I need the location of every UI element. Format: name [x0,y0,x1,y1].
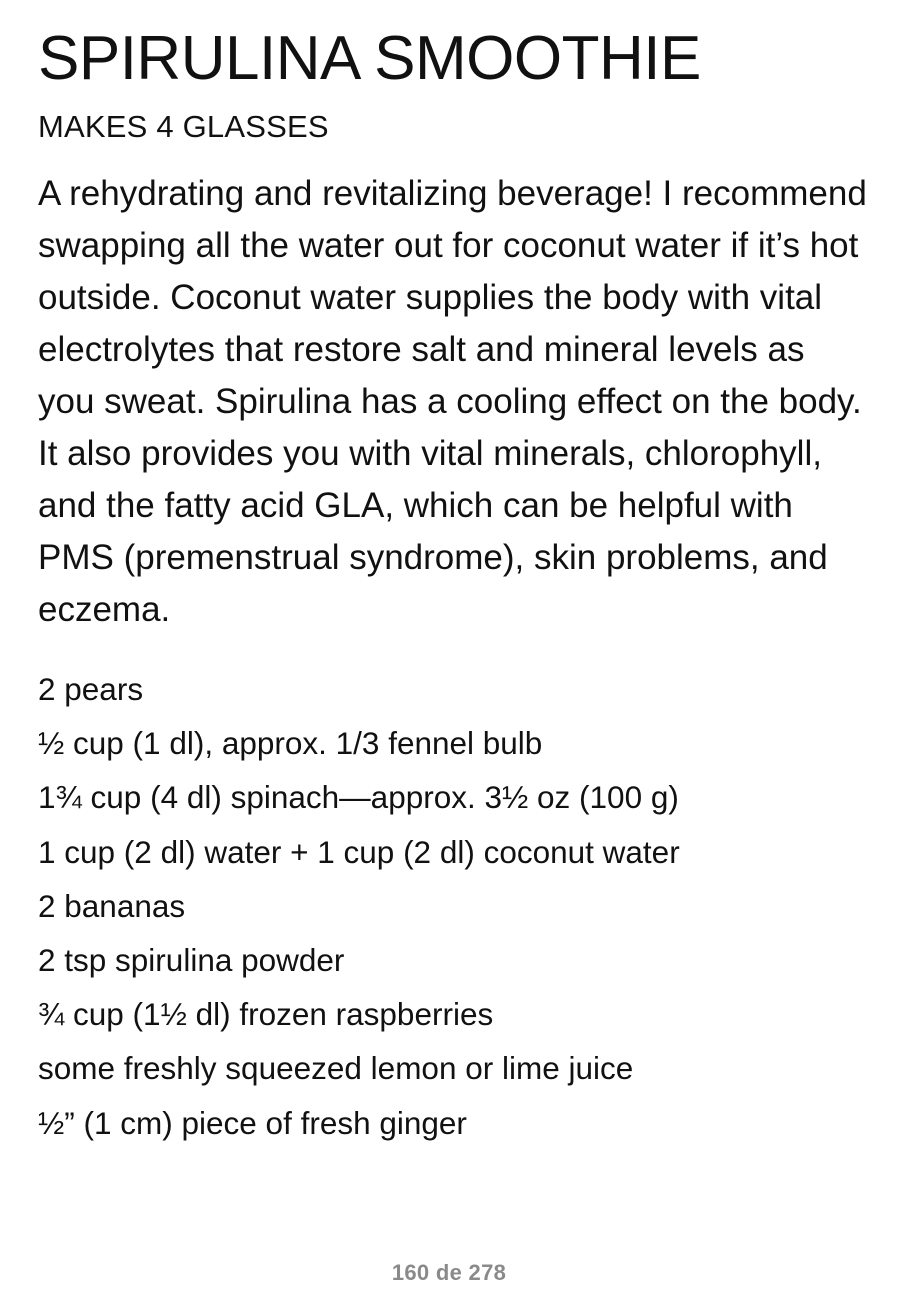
recipe-yield: MAKES 4 GLASSES [38,109,329,144]
ingredient-item: 1 cup (2 dl) water + 1 cup (2 dl) coconut water [38,833,680,870]
ingredient-item: 2 bananas [38,887,186,924]
recipe-description: A rehydrating and revitalizing beverage! I recommend swapping all the water out for coconut water if it’s hot outside. Coconut water supplies the body with vital electrolytes that restore salt and mineral levels as you sweat. Spirulina has a cooling effect on the body. It also provides you with vital minerals, chlorophyll, and the fatty acid GLA, which can be helpful with PMS (premenstrual syndrome), skin problems, and eczema. [38,174,867,629]
ingredient-item: 2 pears [38,671,144,707]
ingredient-item: ½ cup (1 dl), approx. 1/3 fennel bulb [38,725,543,762]
ingredient-list [38,662,868,1150]
ingredient-item: 1¾ cup (4 dl) spinach—approx. 3½ oz (100 g) [38,779,679,816]
recipe-page [38,0,868,1150]
ingredient-item: ½” (1 cm) piece of fresh ginger [38,1104,467,1141]
ingredient-item: 2 tsp spirulina powder [38,942,345,979]
ingredient-item: ¾ cup (1½ dl) frozen raspberries [38,996,494,1033]
page-indicator: 160 de 278 [391,1260,507,1285]
recipe-title: SPIRULINA SMOOTHIE [38,24,701,93]
ingredient-item: some freshly squeezed lemon or lime juice [38,1050,634,1087]
